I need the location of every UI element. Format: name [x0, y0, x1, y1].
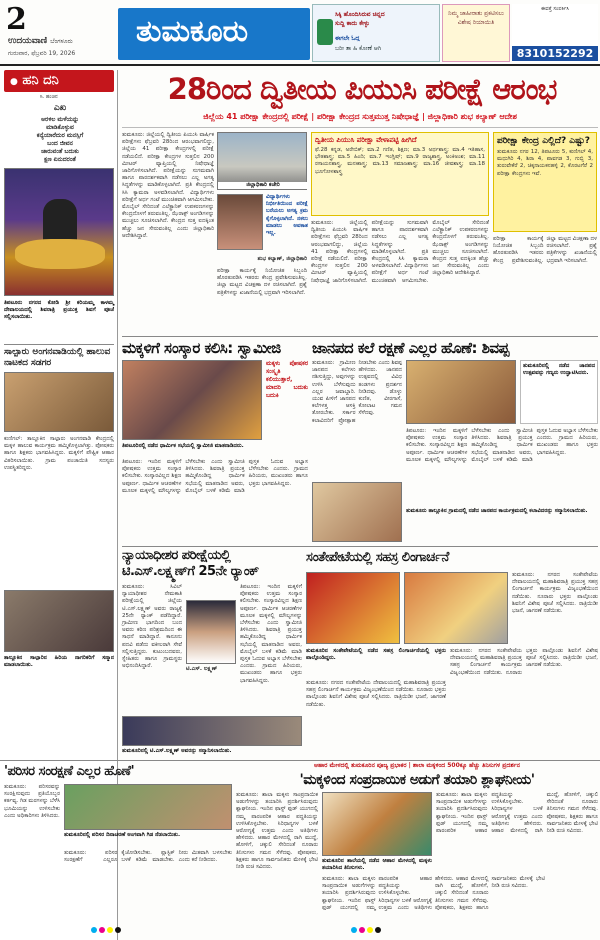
lead-headline: 28ರಿಂದ ದ್ವಿತೀಯ ಪಿಯುಸಿ ಪರೀಕ್ಷೆ ಆರಂಭ	[167, 72, 557, 106]
advert-gold: ಸಿಕ್ಕಿ ಹೊಂದಿಸಿರುವ ಚಿನ್ನದ ಸುದ್ದಿ ಕಾದು ಕೇಳ್ಳು ಈಗಲೇ ಓದ್ಗ ಬರೀ ತಾ ಹಿ ಕೋಣೆ ಆಗಿ	[312, 4, 440, 62]
story-f-headline: 'ಪರಿಸರ ಸಂರಕ್ಷಣೆ ಎಲ್ಲರ ಹೊಣೆ'	[4, 764, 135, 779]
brand-name: ಉದಯವಾಣಿ ಬೆಂಗಳೂರು	[8, 36, 73, 46]
story-d-caption: ತುಮಕೂರಿನ ಸಂತೇಪೇಟೆಯಲ್ಲಿ ನಡೆದ ಸಹಸ್ರ ಲಿಂಗಾರ್ಚನೆಯಲ್ಲಿ ಭಕ್ತರು ಪಾಲ್ಗೊಂಡಿದ್ದರು.	[306, 648, 446, 662]
centres-box	[493, 132, 597, 232]
dc-office-photo: ಜಿಲ್ಲಾಧಿಕಾರಿ ಕಚೇರಿ	[217, 132, 307, 190]
story-b-caption-2: ತುಮಕೂರು ತಾಲ್ಲೂಕಿನ ಗ್ರಾಮದಲ್ಲಿ ನಡೆದ ಜಾನಪದ ಕಾರ್ಯಕ್ರಮದಲ್ಲಿ ಕಲಾವಿದರನ್ನು ಸನ್ಮಾನಿಸಲಾಯಿತು.	[406, 508, 588, 514]
story-b-caption-box: ತುಮಕೂರಿನಲ್ಲಿ ನಡೆದ ಜಾನಪದ ಉತ್ಸವವನ್ನು ಗಣ್ಯರು ಉದ್ಘಾಟಿಸಿದರು.	[520, 360, 598, 424]
print-registration-marks	[90, 918, 122, 937]
advert-phone-number: 8310152292	[512, 46, 598, 61]
lead-body-2: ಪರೀಕ್ಷಾ ಕಾರ್ಯಕ್ಕೆ ನಿಯೋಜಿತ ಸಿಬ್ಬಂದಿ ಹೊರತುಪಡಿಸಿ ಇತರರು ಕೇಂದ್ರ ಪ್ರವೇಶಿಸುವಂತಿಲ್ಲ. ಜಿಲ್ಲಾ ಮಟ್ಟದ ವಿಚಕ್ಷಣಾ ದಳ ರಚಿಸಲಾಗಿದೆ. ಪ್ರಶ್ನೆ ಪತ್ರಿಕೆಗಳನ್ನು ಖಜಾನೆಯಲ್ಲಿ ಭದ್ರವಾಗಿ ಇರಿಸಲಾಗಿದೆ.	[217, 268, 307, 296]
story-c-body-2: ತಿಪಟೂರು: ಇಂದಿನ ಮಕ್ಕಳಿಗೆ ಪೋಷಕರು ಉತ್ತಮ ಸಂಸ್ಕಾರ ಕಲಿಸಬೇಕು. ಸಂಸ್ಕಾರವಿಲ್ಲದ ಶಿಕ್ಷಣ ಅಪೂರ್ಣ. ಧಾರ್ಮಿಕ ಆಚರಣೆಗಳ ಮೂಲಕ ಮಕ್ಕಳಲ್ಲಿ ಮೌಲ್ಯಗಳನ್ನು ಬೆಳೆಸಬೇಕು ಎಂದು ಸ್ವಾಮೀಜಿ ತಿಳಿಸಿದರು. ಶಿವರಾತ್ರಿ ಪ್ರಯುಕ್ತ ಹಮ್ಮಿಕೊಂಡಿದ್ದ ಧಾರ್ಮಿಕ ಸಭೆಯಲ್ಲಿ ಮಾತನಾಡಿದ ಅವರು, ಮೊಬೈಲ್ ಬಳಕೆ ಕಡಿಮೆ ಮಾಡಿ ಪುಸ್ತಕ ಓದುವ ಅಭ್ಯಾಸ ಬೆಳೆಸಬೇಕು ಎಂದರು. ಗ್ರಾಮದ ಹಿರಿಯರು, ಮುಖಂಡರು ಹಾಗೂ ಭಕ್ತರು ಭಾಗವಹಿಸಿದ್ದರು.	[240, 584, 302, 684]
temple-deity-photo	[4, 168, 114, 296]
story-c-caption: ತುಮಕೂರಿನಲ್ಲಿ ಟಿ.ಎಸ್.ಲಕ್ಷ್ಮಣ್ ಅವರನ್ನು ಸನ್ಮಾನಿಸಲಾಯಿತು.	[122, 748, 232, 754]
sidebar-story-2-headline: ಸಾಲ್ಪಾರು ಅಂಗನವಾಡಿಯಲ್ಲಿ ಹಾಲುವ ನಾಟಕದ ಸಡಗರ	[4, 347, 111, 368]
centres-box-body: ತುಮಕೂರು ನಗರ 12, ತಿಪಟೂರು 5, ಕುಣಿಗಲ್ 4, ಮಧುಗಿರಿ 4, ಶಿರಾ 4, ಪಾವಗಡ 3, ಗುಬ್ಬಿ 3, ತುರುವೇಕೆರೆ 2, ಚಿಕ್ಕನಾಯಕನಹಳ್ಳಿ 2, ಕೊರಟಗೆರೆ 2 ಪರೀಕ್ಷಾ ಕೇಂದ್ರಗಳು ಇವೆ.	[497, 149, 593, 177]
anganwadi-photo	[4, 372, 114, 432]
advert-promo: ನಿಮ್ಮ ಜಾಹೀರಾತು ಪ್ರಕಟಿಸಲು ವಿಶೇಷ ರಿಯಾಯಿತಿ	[442, 4, 510, 62]
story-b-photo-2	[312, 482, 402, 542]
sidebar-badge: ● ಹನಿ ದನಿ	[4, 70, 114, 92]
story-a-headline: ಮಕ್ಕಳಿಗೆ ಸಂಸ್ಕಾರ ಕಲಿಸಿ: ಸ್ವಾಮೀಜಿ	[122, 339, 281, 357]
sidebar-caption-1: ತಿಪಟೂರು ನಗರದ ಕೋಡಿ ಶ್ರೀ ಕರಿಯಮ್ಮ ಕಾಳಮ್ಮ ದೇವಾಲಯದಲ್ಲಿ ಶಿವರಾತ್ರಿ ಪ್ರಯುಕ್ತ ಶಿವಗೆ ಪೂಜೆ ಸಲ್ಲಿಸಲಾಯಿತು.	[4, 300, 114, 321]
schedule-box-title: ದ್ವಿತೀಯ ಪಿಯುಸಿ ಪರೀಕ್ಷಾ ವೇಳಾಪಟ್ಟಿ ಹೀಗಿದೆ	[315, 136, 417, 144]
schedule-box	[311, 132, 489, 216]
sidebar-badge-author: ಸಿ. ಹಂಚಿನ	[40, 94, 58, 100]
story-a-body: ತಿಪಟೂರು: ಇಂದಿನ ಮಕ್ಕಳಿಗೆ ಪೋಷಕರು ಉತ್ತಮ ಸಂಸ್ಕಾರ ಕಲಿಸಬೇಕು. ಸಂಸ್ಕಾರವಿಲ್ಲದ ಶಿಕ್ಷಣ ಅಪೂರ್ಣ. ಧಾರ್ಮಿಕ ಆಚರಣೆಗಳ ಮೂಲಕ ಮಕ್ಕಳಲ್ಲಿ ಮೌಲ್ಯಗಳನ್ನು ಬೆಳೆಸಬೇಕು ಎಂದು ಸ್ವಾಮೀಜಿ ತಿಳಿಸಿದರು. ಶಿವರಾತ್ರಿ ಪ್ರಯುಕ್ತ ಹಮ್ಮಿಕೊಂಡಿದ್ದ ಧಾರ್ಮಿಕ ಸಭೆಯಲ್ಲಿ ಮಾತನಾಡಿದ ಅವರು, ಮೊಬೈಲ್ ಬಳಕೆ ಕಡಿಮೆ ಮಾಡಿ ಪುಸ್ತಕ ಓದುವ ಅಭ್ಯಾಸ ಬೆಳೆಸಬೇಕು ಎಂದರು. ಗ್ರಾಮದ ಹಿರಿಯರು, ಮುಖಂಡರು ಹಾಗೂ ಭಕ್ತರು ಭಾಗವಹಿಸಿದ್ದರು.	[122, 459, 308, 494]
lead-body: ತುಮಕೂರು: ಜಿಲ್ಲೆಯಲ್ಲಿ ದ್ವಿತೀಯ ಪಿಯುಸಿ ವಾರ್ಷಿಕ ಪರೀಕ್ಷೆಗಳು ಫೆಬ್ರವರಿ 28ರಿಂದ ಆರಂಭವಾಗಲಿದ್ದು, ಜಿಲ್ಲೆಯ 41 ಪರೀಕ್ಷಾ ಕೇಂದ್ರಗಳಲ್ಲಿ ಪರೀಕ್ಷೆ ನಡೆಯಲಿದೆ. ಪರೀಕ್ಷಾ ಕೇಂದ್ರಗಳ ಸುತ್ತಲಿನ 200 ಮೀಟರ್ ವ್ಯಾಪ್ತಿಯಲ್ಲಿ ನಿಷೇಧಾಜ್ಞೆ ಜಾರಿಗೊಳಿಸಲಾಗಿದೆ. ಪರೀಕ್ಷೆಯನ್ನು ಸುಗಮವಾಗಿ ಹಾಗೂ ಪಾರದರ್ಶಕವಾಗಿ ನಡೆಸಲು ಎಲ್ಲ ಅಗತ್ಯ ಸಿದ್ಧತೆಗಳನ್ನು ಮಾಡಿಕೊಳ್ಳಲಾಗಿದೆ. ಪ್ರತಿ ಕೇಂದ್ರದಲ್ಲಿ ಸಿಸಿ ಕ್ಯಾಮರಾ ಅಳವಡಿಸಲಾಗಿದೆ. ವಿದ್ಯಾರ್ಥಿಗಳು ಪರೀಕ್ಷೆಗೆ ಅರ್ಧ ಗಂಟೆ ಮುಂಚಿತವಾಗಿ ಆಗಮಿಸಬೇಕು. ಮೊಬೈಲ್ ಸೇರಿದಂತೆ ಎಲೆಕ್ಟ್ರಾನಿಕ್ ಉಪಕರಣಗಳನ್ನು ಕೇಂದ್ರದೊಳಗೆ ತರುವಂತಿಲ್ಲ. ಝೆರಾಕ್ಸ್ ಅಂಗಡಿಗಳನ್ನು ಮುಚ್ಚಲು ಸೂಚಿಸಲಾಗಿದೆ. ಕೇಂದ್ರದ ಸುತ್ತ ಐದಕ್ಕಿಂತ ಹೆಚ್ಚು ಜನ ಸೇರುವಂತಿಲ್ಲ ಎಂದು ಜಿಲ್ಲಾಧಿಕಾರಿ ಆದೇಶಿಸಿದ್ದಾರೆ.	[122, 132, 214, 239]
story-e-body: ತುಮಕೂರು: ಶಾಲಾ ಮಕ್ಕಳು ಸಾಂಪ್ರದಾಯಿಕ ಅಡುಗೆಗಳನ್ನು ತಯಾರಿಸಿ ಪ್ರದರ್ಶಿಸಿರುವುದು ಶ್ಲಾಘನೀಯ. ಇಂದಿನ ಫಾಸ್ಟ್ ಫುಡ್ ಯುಗದಲ್ಲಿ ನಮ್ಮ ಪಾರಂಪರಿಕ ಆಹಾರ ಪದ್ಧತಿಯನ್ನು ಉಳಿಸಿಕೊಳ್ಳಬೇಕು. ಸಿರಿಧಾನ್ಯಗಳ ಬಳಕೆ ಆರೋಗ್ಯಕ್ಕೆ ಉತ್ತಮ ಎಂದು ಅತಿಥಿಗಳು ಹೇಳಿದರು. ಆಹಾರ ಮೇಳದಲ್ಲಿ ರಾಗಿ ಮುದ್ದೆ, ಹೋಳಿಗೆ, ಚಕ್ಕುಲಿ ಸೇರಿದಂತೆ ನೂರಾರು ತಿನಿಸುಗಳು ಗಮನ ಸೆಳೆದವು. ಪೋಷಕರು, ಶಿಕ್ಷಕರು ಹಾಗೂ ಸಾರ್ವಜನಿಕರು ಮೇಳಕ್ಕೆ ಭೇಟಿ ನೀಡಿ ರುಚಿ ಸವಿದರು.	[236, 792, 318, 871]
schedule-box-body: ಫೆ.28 ಕನ್ನಡ, ಅರೇಬಿಕ್; ಮಾ.2 ಗಣಿತ, ಶಿಕ್ಷಣ; ಮಾ.3 ಅರ್ಥಶಾಸ್ತ್ರ; ಮಾ.4 ಇತಿಹಾಸ, ಭೌತಶಾಸ್ತ್ರ; ಮಾ.5 ಹಿಂದಿ; ಮಾ.7 ಇಂಗ್ಲಿಷ್; ಮಾ.9 ರಾಜ್ಯಶಾಸ್ತ್ರ, ಅಂಕಿಅಂಶ; ಮಾ.11 ರಸಾಯನಶಾಸ್ತ್ರ, ಮನಃಶಾಸ್ತ್ರ; ಮಾ.13 ಸಮಾಜಶಾಸ್ತ್ರ; ಮಾ.16 ಜೀವಶಾಸ್ತ್ರ; ಮಾ.18 ಭೂಗೋಳಶಾಸ್ತ್ರ	[315, 147, 485, 175]
story-a-caption: ತಿಪಟೂರಿನಲ್ಲಿ ನಡೆದ ಧಾರ್ಮಿಕ ಸಭೆಯಲ್ಲಿ ಸ್ವಾಮೀಜಿ ಮಾತನಾಡಿದರು.	[122, 443, 244, 449]
story-d-body: ತುಮಕೂರು: ನಗರದ ಸಂತೇಪೇಟೆಯ ದೇವಾಲಯದಲ್ಲಿ ಮಹಾಶಿವರಾತ್ರಿ ಪ್ರಯುಕ್ತ ಸಹಸ್ರ ಲಿಂಗಾರ್ಚನೆ ಕಾರ್ಯಕ್ರಮ ವಿಜೃಂಭಣೆಯಿಂದ ನಡೆಯಿತು. ನೂರಾರು ಭಕ್ತರು ಪಾಲ್ಗೊಂಡು ಶಿವನಿಗೆ ವಿಶೇಷ ಪೂಜೆ ಸಲ್ಲಿಸಿದರು. ರಾತ್ರಿಯಿಡೀ ಭಜನೆ, ಜಾಗರಣೆ ನಡೆಯಿತು.	[512, 572, 598, 615]
edition-title: ತುಮಕೂರು	[118, 8, 310, 60]
print-registration-marks-2	[350, 918, 382, 937]
story-f-body: ತುಮಕೂರು: ಪರಿಸರವನ್ನು ಸಂರಕ್ಷಿಸುವುದು ಪ್ರತಿಯೊಬ್ಬರ ಕರ್ತವ್ಯ. ಗಿಡ ಮರಗಳನ್ನು ಬೆಳೆಸಿ ಭೂಮಿಯನ್ನು ಉಳಿಸಬೇಕು ಎಂದು ಅಧಿಕಾರಿಗಳು ತಿಳಿಸಿದರು.	[4, 784, 60, 819]
drop-icon: ●	[10, 77, 18, 87]
story-a-callout: ಮಕ್ಕಳು ಪೋಷಕರ ಸಂಸ್ಕೃತಿ ಕಲಿಯುತ್ತಾರೆ, ಮಾದರಿ ಬದುಕು ಬದುಕಿ	[266, 360, 308, 399]
story-a-photo	[122, 360, 262, 440]
story-e-body-2: ತುಮಕೂರು: ಶಾಲಾ ಮಕ್ಕಳು ಸಾಂಪ್ರದಾಯಿಕ ಅಡುಗೆಗಳನ್ನು ತಯಾರಿಸಿ ಪ್ರದರ್ಶಿಸಿರುವುದು ಶ್ಲಾಘನೀಯ. ಇಂದಿನ ಫಾಸ್ಟ್ ಫುಡ್ ಯುಗದಲ್ಲಿ ನಮ್ಮ ಪಾರಂಪರಿಕ ಆಹಾರ ಪದ್ಧತಿಯನ್ನು ಉಳಿಸಿಕೊಳ್ಳಬೇಕು. ಸಿರಿಧಾನ್ಯಗಳ ಬಳಕೆ ಆರೋಗ್ಯಕ್ಕೆ ಉತ್ತಮ ಎಂದು ಅತಿಥಿಗಳು ಹೇಳಿದರು. ಆಹಾರ ಮೇಳದಲ್ಲಿ ರಾಗಿ ಮುದ್ದೆ, ಹೋಳಿಗೆ, ಚಕ್ಕುಲಿ ಸೇರಿದಂತೆ ನೂರಾರು ತಿನಿಸುಗಳು ಗಮನ ಸೆಳೆದವು. ಪೋಷಕರು, ಶಿಕ್ಷಕರು ಹಾಗೂ ಸಾರ್ವಜನಿಕರು ಮೇಳಕ್ಕೆ ಭೇಟಿ ನೀಡಿ ರುಚಿ ಸವಿದರು.	[322, 876, 545, 911]
lakshman-portrait	[186, 600, 236, 664]
masthead	[0, 0, 600, 66]
story-e-headline: 'ಮಕ್ಕಳಿಂದ ಸಂಪ್ರದಾಯಿಕ ಅಡುಗೆ ತಯಾರಿ ಶ್ಲಾಘನೀಯ'	[299, 772, 535, 788]
story-e-body-3: ತುಮಕೂರು: ಶಾಲಾ ಮಕ್ಕಳು ಸಾಂಪ್ರದಾಯಿಕ ಅಡುಗೆಗಳನ್ನು ತಯಾರಿಸಿ ಪ್ರದರ್ಶಿಸಿರುವುದು ಶ್ಲಾಘನೀಯ. ಇಂದಿನ ಫಾಸ್ಟ್ ಫುಡ್ ಯುಗದಲ್ಲಿ ನಮ್ಮ ಪಾರಂಪರಿಕ ಆಹಾರ ಪದ್ಧತಿಯನ್ನು ಉಳಿಸಿಕೊಳ್ಳಬೇಕು. ಸಿರಿಧಾನ್ಯಗಳ ಬಳಕೆ ಆರೋಗ್ಯಕ್ಕೆ ಉತ್ತಮ ಎಂದು ಅತಿಥಿಗಳು ಹೇಳಿದರು. ಆಹಾರ ಮೇಳದಲ್ಲಿ ರಾಗಿ ಮುದ್ದೆ, ಹೋಳಿಗೆ, ಚಕ್ಕುಲಿ ಸೇರಿದಂತೆ ನೂರಾರು ತಿನಿಸುಗಳು ಗಮನ ಸೆಳೆದವು. ಪೋಷಕರು, ಶಿಕ್ಷಕರು ಹಾಗೂ ಸಾರ್ವಜನಿಕರು ಮೇಳಕ್ಕೆ ಭೇಟಿ ನೀಡಿ ರುಚಿ ಸವಿದರು.	[436, 792, 598, 835]
centres-box-title: ಪರೀಕ್ಷಾ ಕೇಂದ್ರ ಎಲ್ಲಿದೆ? ಎಷ್ಟು?	[497, 136, 590, 146]
story-d-headline: ಸಂತೇಪೇಟೆಯಲ್ಲಿ ಸಹಸ್ರ ಲಿಂಗಾರ್ಚನೆ	[306, 550, 449, 565]
lead-deck: ಜಿಲ್ಲೆಯ 41 ಪರೀಕ್ಷಾ ಕೇಂದ್ರದಲ್ಲಿ ಪರೀಕ್ಷೆ | ಪರೀಕ್ಷಾ ಕೇಂದ್ರದ ಸುತ್ತಮುತ್ತ ನಿಷೇಧಾಜ್ಞೆ | ಜಿಲ್ಲಾಧಿಕಾರಿ ಶುಭ ಕಲ್ಯಾಣ್ ಆದೇಶ	[122, 112, 598, 128]
lead-quote-author: ಶುಭ ಕಲ್ಯಾಣ್, ಜಿಲ್ಲಾಧಿಕಾರಿ	[257, 256, 307, 262]
lead-body-4: ಪರೀಕ್ಷಾ ಕಾರ್ಯಕ್ಕೆ ನಿಯೋಜಿತ ಸಿಬ್ಬಂದಿ ಹೊರತುಪಡಿಸಿ ಇತರರು ಕೇಂದ್ರ ಪ್ರವೇಶಿಸುವಂತಿಲ್ಲ. ಜಿಲ್ಲಾ ಮಟ್ಟದ ವಿಚಕ್ಷಣಾ ದಳ ರಚಿಸಲಾಗಿದೆ. ಪ್ರಶ್ನೆ ಪತ್ರಿಕೆಗಳನ್ನು ಖಜಾನೆಯಲ್ಲಿ ಭದ್ರವಾಗಿ ಇರಿಸಲಾಗಿದೆ.	[493, 236, 597, 264]
story-d-photo-1	[306, 572, 400, 644]
dateline: ಗುರುವಾರ, ಫೆಬ್ರವರಿ 19, 2026	[8, 50, 76, 57]
dc-portrait-photo	[217, 194, 263, 250]
phone-icon	[317, 19, 333, 45]
story-b-body-2: ತಿಪಟೂರು: ಇಂದಿನ ಮಕ್ಕಳಿಗೆ ಪೋಷಕರು ಉತ್ತಮ ಸಂಸ್ಕಾರ ಕಲಿಸಬೇಕು. ಸಂಸ್ಕಾರವಿಲ್ಲದ ಶಿಕ್ಷಣ ಅಪೂರ್ಣ. ಧಾರ್ಮಿಕ ಆಚರಣೆಗಳ ಮೂಲಕ ಮಕ್ಕಳಲ್ಲಿ ಮೌಲ್ಯಗಳನ್ನು ಬೆಳೆಸಬೇಕು ಎಂದು ಸ್ವಾಮೀಜಿ ತಿಳಿಸಿದರು. ಶಿವರಾತ್ರಿ ಪ್ರಯುಕ್ತ ಹಮ್ಮಿಕೊಂಡಿದ್ದ ಧಾರ್ಮಿಕ ಸಭೆಯಲ್ಲಿ ಮಾತನಾಡಿದ ಅವರು, ಮೊಬೈಲ್ ಬಳಕೆ ಕಡಿಮೆ ಮಾಡಿ ಪುಸ್ತಕ ಓದುವ ಅಭ್ಯಾಸ ಬೆಳೆಸಬೇಕು ಎಂದರು. ಗ್ರಾಮದ ಹಿರಿಯರು, ಮುಖಂಡರು ಹಾಗೂ ಭಕ್ತರು ಭಾಗವಹಿಸಿದ್ದರು.	[406, 428, 598, 463]
story-b-body: ತುಮಕೂರು: ಗ್ರಾಮೀಣ ಜಾನಪದ ಕಲೆಗಳು ನಶಿಸುತ್ತಿದ್ದು, ಅವುಗಳನ್ನು ಉಳಿಸಿ ಬೆಳೆಸುವುದು ಎಲ್ಲರ ಜವಾಬ್ದಾರಿ. ಯುವ ಪೀಳಿಗೆ ಜಾನಪದ ಕಲೆಗಳತ್ತ ಆಸಕ್ತಿ ತೋರಬೇಕು. ಸರ್ಕಾರ ಕಲಾವಿದರಿಗೆ ಪ್ರೋತ್ಸಾಹ ನೀಡಬೇಕು ಎಂದು ಶಿವಪ್ಪ ಹೇಳಿದರು. ಜಾನಪದ ಉತ್ಸವದಲ್ಲಿ ವಿವಿಧ ತಂಡಗಳು ಪ್ರದರ್ಶನ ನೀಡಿದವು. ಡೊಳ್ಳು ಕುಣಿತ, ವೀರಗಾಸೆ, ಕೋಲಾಟ ಗಮನ ಸೆಳೆದವು.	[312, 360, 402, 424]
story-c-headline: ನ್ಯಾಯಾಧೀಶರ ಪರೀಕ್ಷೆಯಲ್ಲಿ ಟಿ.ಎಸ್.ಲಕ್ಷ್ಮಣ್‌ಗೆ 25ನೇ ರ‍್ಯಾಂಕ್	[122, 548, 259, 579]
lakshman-name: ಟಿ.ಎಸ್. ಲಕ್ಷ್ಮಣ್	[186, 666, 218, 672]
story-d-body-2: ತುಮಕೂರು: ನಗರದ ಸಂತೇಪೇಟೆಯ ದೇವಾಲಯದಲ್ಲಿ ಮಹಾಶಿವರಾತ್ರಿ ಪ್ರಯುಕ್ತ ಸಹಸ್ರ ಲಿಂಗಾರ್ಚನೆ ಕಾರ್ಯಕ್ರಮ ವಿಜೃಂಭಣೆಯಿಂದ ನಡೆಯಿತು. ನೂರಾರು ಭಕ್ತರು ಪಾಲ್ಗೊಂಡು ಶಿವನಿಗೆ ವಿಶೇಷ ಪೂಜೆ ಸಲ್ಲಿಸಿದರು. ರಾತ್ರಿಯಿಡೀ ಭಜನೆ, ಜಾಗರಣೆ ನಡೆಯಿತು.	[450, 648, 598, 676]
lead-body-3: ತುಮಕೂರು: ಜಿಲ್ಲೆಯಲ್ಲಿ ದ್ವಿತೀಯ ಪಿಯುಸಿ ವಾರ್ಷಿಕ ಪರೀಕ್ಷೆಗಳು ಫೆಬ್ರವರಿ 28ರಿಂದ ಆರಂಭವಾಗಲಿದ್ದು, ಜಿಲ್ಲೆಯ 41 ಪರೀಕ್ಷಾ ಕೇಂದ್ರಗಳಲ್ಲಿ ಪರೀಕ್ಷೆ ನಡೆಯಲಿದೆ. ಪರೀಕ್ಷಾ ಕೇಂದ್ರಗಳ ಸುತ್ತಲಿನ 200 ಮೀಟರ್ ವ್ಯಾಪ್ತಿಯಲ್ಲಿ ನಿಷೇಧಾಜ್ಞೆ ಜಾರಿಗೊಳಿಸಲಾಗಿದೆ. ಪರೀಕ್ಷೆಯನ್ನು ಸುಗಮವಾಗಿ ಹಾಗೂ ಪಾರದರ್ಶಕವಾಗಿ ನಡೆಸಲು ಎಲ್ಲ ಅಗತ್ಯ ಸಿದ್ಧತೆಗಳನ್ನು ಮಾಡಿಕೊಳ್ಳಲಾಗಿದೆ. ಪ್ರತಿ ಕೇಂದ್ರದಲ್ಲಿ ಸಿಸಿ ಕ್ಯಾಮರಾ ಅಳವಡಿಸಲಾಗಿದೆ. ವಿದ್ಯಾರ್ಥಿಗಳು ಪರೀಕ್ಷೆಗೆ ಅರ್ಧ ಗಂಟೆ ಮುಂಚಿತವಾಗಿ ಆಗಮಿಸಬೇಕು. ಮೊಬೈಲ್ ಸೇರಿದಂತೆ ಎಲೆಕ್ಟ್ರಾನಿಕ್ ಉಪಕರಣಗಳನ್ನು ಕೇಂದ್ರದೊಳಗೆ ತರುವಂತಿಲ್ಲ. ಝೆರಾಕ್ಸ್ ಅಂಗಡಿಗಳನ್ನು ಮುಚ್ಚಲು ಸೂಚಿಸಲಾಗಿದೆ. ಕೇಂದ್ರದ ಸುತ್ತ ಐದಕ್ಕಿಂತ ಹೆಚ್ಚು ಜನ ಸೇರುವಂತಿಲ್ಲ ಎಂದು ಜಿಲ್ಲಾಧಿಕಾರಿ ಆದೇಶಿಸಿದ್ದಾರೆ.	[311, 220, 489, 284]
sidebar-story-2-body: ಕುಣಿಗಲ್: ತಾಲ್ಲೂಕಿನ ಸಾಲ್ಪಾರು ಅಂಗನವಾಡಿ ಕೇಂದ್ರದಲ್ಲಿ ಮಕ್ಕಳ ಹಾಲುವ ಕಾರ್ಯಕ್ರಮ ಹಮ್ಮಿಕೊಳ್ಳಲಾಗಿತ್ತು. ಪೋಷಕರು ಹಾಗೂ ಶಿಕ್ಷಕರು ಭಾಗವಹಿಸಿದ್ದರು. ಮಕ್ಕಳಿಗೆ ಪೌಷ್ಟಿಕ ಆಹಾರ ವಿತರಿಸಲಾಯಿತು. ಗ್ರಾಮ ಪಂಚಾಯಿತಿ ಸದಸ್ಯರು ಉಪಸ್ಥಿತರಿದ್ದರು.	[4, 436, 114, 471]
elders-felicitation-photo	[4, 590, 114, 652]
story-c-body: ತುಮಕೂರು: ಸಿವಿಲ್ ನ್ಯಾಯಾಧೀಶರ ನೇಮಕಾತಿ ಪರೀಕ್ಷೆಯಲ್ಲಿ ಜಿಲ್ಲೆಯ ಟಿ.ಎಸ್.ಲಕ್ಷ್ಮಣ್ ಅವರು ರಾಜ್ಯಕ್ಕೆ 25ನೇ ರ‍್ಯಾಂಕ್ ಪಡೆದಿದ್ದಾರೆ. ಗ್ರಾಮೀಣ ಭಾಗದಿಂದ ಬಂದ ಅವರು ಕಠಿಣ ಪರಿಶ್ರಮದಿಂದ ಈ ಸಾಧನೆ ಮಾಡಿದ್ದಾರೆ. ಕಾನೂನು ಪದವಿ ಪಡೆದು ವಕೀಲರಾಗಿ ಸೇವೆ ಸಲ್ಲಿಸುತ್ತಿದ್ದರು. ಕುಟುಂಬದವರು, ಸ್ನೇಹಿತರು ಹಾಗೂ ಗ್ರಾಮಸ್ಥರು ಅಭಿನಂದಿಸಿದ್ದಾರೆ.	[122, 584, 182, 670]
story-e-photo	[322, 792, 432, 856]
sidebar-caption-2: ತಾಲ್ಲೂಕಿನ ಸಾಲ್ಪಾರಿನ ಹಿರಿಯ ನಾಗರಿಕರಿಗೆ ಸನ್ಮಾನ ಮಾಡಲಾಯಿತು.	[4, 655, 114, 669]
story-f-body-2: ತುಮಕೂರು: ಪರಿಸರ ಸಂರಕ್ಷಣೆಗೆ ಎಲ್ಲರೂ ಕೈಜೋಡಿಸಬೇಕು. ಪ್ಲಾಸ್ಟಿಕ್ ಬಳಕೆ ಕಡಿಮೆ ಮಾಡಬೇಕು. ನೀರು ಮಿತವಾಗಿ ಬಳಸಬೇಕು ಎಂದು ಕರೆ ನೀಡಿದರು.	[64, 850, 232, 864]
story-f-photo	[64, 784, 232, 830]
story-e-caption: ತುಮಕೂರಿನ ಶಾಲೆಯಲ್ಲಿ ನಡೆದ ಆಹಾರ ಮೇಳದಲ್ಲಿ ಮಕ್ಕಳು ತಯಾರಿಸಿದ ತಿನಿಸುಗಳು.	[322, 858, 432, 872]
story-f-caption: ತುಮಕೂರಿನಲ್ಲಿ ಪರಿಸರ ದಿನಾಚರಣೆ ಅಂಗವಾಗಿ ಗಿಡ ನೆಡಲಾಯಿತು.	[64, 832, 181, 838]
story-e-kicker: ಆಹಾರ ಮೇಳದಲ್ಲಿ ತುಮಕೂರಿನ ಪೂಜ್ಯ ಪ್ರಭಾಕರ | ಶಾಲಾ ಮಕ್ಕಳಿಂದ 500ಕ್ಕೂ ಹೆಚ್ಚು ತಿನಿಸುಗಳ ಪ್ರದರ್ಶನ	[314, 762, 520, 769]
sidebar-poem: ಅರಳಿಲ ಮಳೆಯನ್ನು ಮಾಡಿಕೊಳ್ಳುವ ಕನ್ಯೆಯಾರೆದುರ ಮನಸ್ಸಿಗೆ ಬಂದ ಜೀವನ ಜಾರುವಂತೆ ಬದುಕು ಕ್ಷಣ ಏನುದರಂತೆ	[36, 116, 84, 163]
story-d-body-3: ತುಮಕೂರು: ನಗರದ ಸಂತೇಪೇಟೆಯ ದೇವಾಲಯದಲ್ಲಿ ಮಹಾಶಿವರಾತ್ರಿ ಪ್ರಯುಕ್ತ ಸಹಸ್ರ ಲಿಂಗಾರ್ಚನೆ ಕಾರ್ಯಕ್ರಮ ವಿಜೃಂಭಣೆಯಿಂದ ನಡೆಯಿತು. ನೂರಾರು ಭಕ್ತರು ಪಾಲ್ಗೊಂಡು ಶಿವನಿಗೆ ವಿಶೇಷ ಪೂಜೆ ಸಲ್ಲಿಸಿದರು. ರಾತ್ರಿಯಿಡೀ ಭಜನೆ, ಜಾಗರಣೆ ನಡೆಯಿತು.	[306, 680, 446, 708]
sidebar-poem-title: ಎಖ	[53, 103, 67, 113]
story-b-photo-1	[406, 360, 516, 424]
story-c-felicitation-photo	[122, 716, 302, 746]
story-b-headline: ಜಾನಪದ ಕಲೆ ರಕ್ಷಣೆ ಎಲ್ಲರ ಹೊಣೆ: ಶಿವಪ್ಪ	[312, 339, 509, 357]
story-d-photo-2	[404, 572, 508, 644]
lead-quote: ವಿದ್ಯಾರ್ಥಿಗಳು ನಿರ್ಭೀತಿಯಿಂದ ಪರೀಕ್ಷೆ ಬರೆಯಲು ಅಗತ್ಯ ಕ್ರಮ ಕೈಗೊಳ್ಳಲಾಗಿದೆ. ನಕಲು ಮಾಡಲು ಅವಕಾಶ ಇಲ್ಲ.	[266, 194, 308, 237]
page-number: 2	[6, 2, 27, 37]
advert-phone: ಈವತ್ತೆ ಸಂಪರ್ಕಿಸಿ 8310152292	[512, 4, 598, 62]
